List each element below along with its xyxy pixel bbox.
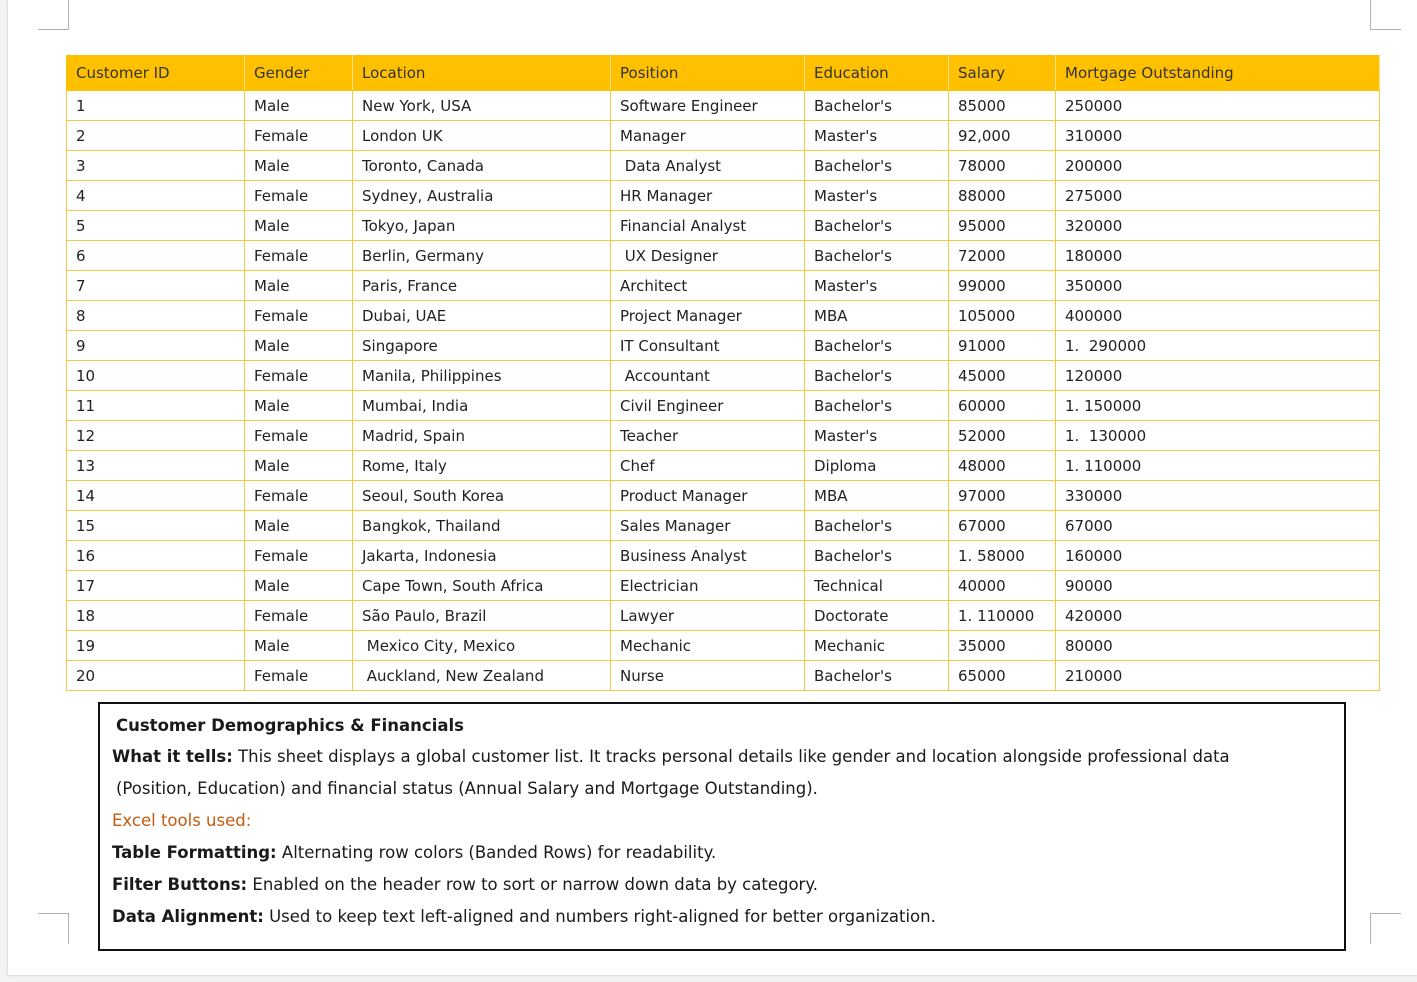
cell-mortgage-outstanding[interactable]: 1. 110000 xyxy=(1056,451,1380,481)
cell-customer-id[interactable]: 9 xyxy=(67,331,245,361)
cell-location[interactable]: Sydney, Australia xyxy=(353,181,611,211)
cell-customer-id[interactable]: 3 xyxy=(67,151,245,181)
cell-mortgage-outstanding[interactable]: 67000 xyxy=(1056,511,1380,541)
cell-gender[interactable]: Female xyxy=(245,481,353,511)
cell-gender[interactable]: Male xyxy=(245,271,353,301)
cell-customer-id[interactable]: 18 xyxy=(67,601,245,631)
cell-position[interactable]: Business Analyst xyxy=(611,541,805,571)
cell-education[interactable]: Doctorate xyxy=(805,601,949,631)
tool-item-data-alignment xyxy=(112,901,1330,933)
cell-salary[interactable]: 65000 xyxy=(949,661,1056,691)
summary-box xyxy=(98,702,1346,951)
cell-customer-id[interactable]: 4 xyxy=(67,181,245,211)
cell-mortgage-outstanding[interactable]: 330000 xyxy=(1056,481,1380,511)
cell-position[interactable]: IT Consultant xyxy=(611,331,805,361)
cell-salary[interactable]: 97000 xyxy=(949,481,1056,511)
cell-salary[interactable]: 72000 xyxy=(949,241,1056,271)
table-row xyxy=(67,391,1380,421)
tool-label: Filter Buttons: xyxy=(112,875,248,894)
cell-education[interactable]: Bachelor's xyxy=(805,241,949,271)
cell-location[interactable]: Mexico City, Mexico xyxy=(353,631,611,661)
cell-gender[interactable]: Male xyxy=(245,391,353,421)
table-row xyxy=(67,181,1380,211)
cell-salary[interactable]: 1. 110000 xyxy=(949,601,1056,631)
customer-table xyxy=(66,55,1380,691)
cell-gender[interactable]: Male xyxy=(245,151,353,181)
cell-gender[interactable]: Female xyxy=(245,661,353,691)
table-row xyxy=(67,91,1380,121)
cell-location[interactable]: Toronto, Canada xyxy=(353,151,611,181)
cell-customer-id[interactable]: 6 xyxy=(67,241,245,271)
cell-position[interactable]: Lawyer xyxy=(611,601,805,631)
cell-location[interactable]: Mumbai, India xyxy=(353,391,611,421)
cell-salary[interactable]: 92,000 xyxy=(949,121,1056,151)
cell-position[interactable]: Software Engineer xyxy=(611,91,805,121)
cell-salary[interactable]: 45000 xyxy=(949,361,1056,391)
cell-gender[interactable]: Female xyxy=(245,601,353,631)
cell-gender[interactable]: Male xyxy=(245,91,353,121)
cell-education[interactable]: Bachelor's xyxy=(805,661,949,691)
cell-location[interactable]: Paris, France xyxy=(353,271,611,301)
cell-education[interactable]: Master's xyxy=(805,271,949,301)
cell-education[interactable]: Mechanic xyxy=(805,631,949,661)
cell-location[interactable]: Rome, Italy xyxy=(353,451,611,481)
cell-position[interactable]: Nurse xyxy=(611,661,805,691)
cell-customer-id[interactable]: 1 xyxy=(67,91,245,121)
cell-customer-id[interactable]: 15 xyxy=(67,511,245,541)
table-row xyxy=(67,121,1380,151)
cell-education[interactable]: Master's xyxy=(805,181,949,211)
cell-salary[interactable]: 60000 xyxy=(949,391,1056,421)
cell-gender[interactable]: Male xyxy=(245,211,353,241)
cell-customer-id[interactable]: 5 xyxy=(67,211,245,241)
tool-label: Table Formatting: xyxy=(112,843,277,862)
cell-position[interactable]: Project Manager xyxy=(611,301,805,331)
cell-education[interactable]: Master's xyxy=(805,421,949,451)
cell-gender[interactable]: Female xyxy=(245,541,353,571)
cell-position[interactable]: Chef xyxy=(611,451,805,481)
cell-location[interactable]: Tokyo, Japan xyxy=(353,211,611,241)
cell-mortgage-outstanding[interactable]: 80000 xyxy=(1056,631,1380,661)
table-row xyxy=(67,421,1380,451)
cell-gender[interactable]: Male xyxy=(245,631,353,661)
cell-location[interactable]: New York, USA xyxy=(353,91,611,121)
cell-location[interactable]: Madrid, Spain xyxy=(353,421,611,451)
table-row xyxy=(67,151,1380,181)
cell-education[interactable]: Bachelor's xyxy=(805,331,949,361)
page-corner-mark-bottom-left xyxy=(38,913,69,944)
tool-item-table-formatting xyxy=(112,837,1330,869)
cell-education[interactable]: Bachelor's xyxy=(805,151,949,181)
cell-education[interactable]: Bachelor's xyxy=(805,91,949,121)
cell-salary[interactable]: 88000 xyxy=(949,181,1056,211)
cell-location[interactable]: São Paulo, Brazil xyxy=(353,601,611,631)
table-row xyxy=(67,331,1380,361)
cell-education[interactable]: Technical xyxy=(805,571,949,601)
cell-customer-id[interactable]: 12 xyxy=(67,421,245,451)
cell-position[interactable]: Sales Manager xyxy=(611,511,805,541)
cell-gender[interactable]: Female xyxy=(245,181,353,211)
cell-salary[interactable]: 99000 xyxy=(949,271,1056,301)
page-corner-mark-top-right xyxy=(1370,0,1401,30)
cell-position[interactable]: Financial Analyst xyxy=(611,211,805,241)
cell-location[interactable]: Bangkok, Thailand xyxy=(353,511,611,541)
cell-mortgage-outstanding[interactable]: 400000 xyxy=(1056,301,1380,331)
cell-salary[interactable]: 1. 58000 xyxy=(949,541,1056,571)
cell-location[interactable]: Singapore xyxy=(353,331,611,361)
cell-mortgage-outstanding[interactable]: 180000 xyxy=(1056,241,1380,271)
table-row xyxy=(67,601,1380,631)
table-row xyxy=(67,451,1380,481)
tool-text: Alternating row colors (Banded Rows) for readability. xyxy=(276,843,717,862)
table-row xyxy=(67,631,1380,661)
cell-education[interactable]: Bachelor's xyxy=(805,541,949,571)
cell-education[interactable]: Bachelor's xyxy=(805,391,949,421)
table-row xyxy=(67,271,1380,301)
cell-mortgage-outstanding[interactable]: 310000 xyxy=(1056,121,1380,151)
cell-location[interactable]: Manila, Philippines xyxy=(353,361,611,391)
tool-label: Data Alignment: xyxy=(112,907,264,926)
cell-gender[interactable]: Male xyxy=(245,331,353,361)
document-page xyxy=(8,0,1417,975)
cell-customer-id[interactable]: 2 xyxy=(67,121,245,151)
cell-position[interactable]: Civil Engineer xyxy=(611,391,805,421)
summary-title: Customer Demographics & Financials xyxy=(116,716,464,735)
page-corner-mark-bottom-right xyxy=(1370,913,1401,944)
cell-position[interactable]: Mechanic xyxy=(611,631,805,661)
cell-customer-id[interactable]: 13 xyxy=(67,451,245,481)
cell-location[interactable]: Cape Town, South Africa xyxy=(353,571,611,601)
table-row xyxy=(67,211,1380,241)
cell-gender[interactable]: Female xyxy=(245,241,353,271)
cell-location[interactable]: Auckland, New Zealand xyxy=(353,661,611,691)
cell-education[interactable]: Bachelor's xyxy=(805,211,949,241)
table-row xyxy=(67,571,1380,601)
cell-education[interactable]: Bachelor's xyxy=(805,511,949,541)
cell-salary[interactable]: 35000 xyxy=(949,631,1056,661)
cell-salary[interactable]: 105000 xyxy=(949,301,1056,331)
cell-location[interactable]: Jakarta, Indonesia xyxy=(353,541,611,571)
cell-position[interactable]: Data Analyst xyxy=(611,151,805,181)
cell-education[interactable]: MBA xyxy=(805,481,949,511)
cell-location[interactable]: Seoul, South Korea xyxy=(353,481,611,511)
table-row xyxy=(67,301,1380,331)
header-mortgage-outstanding[interactable]: Mortgage Outstanding xyxy=(1056,56,1380,91)
cell-customer-id[interactable]: 19 xyxy=(67,631,245,661)
cell-customer-id[interactable]: 14 xyxy=(67,481,245,511)
cell-salary[interactable]: 40000 xyxy=(949,571,1056,601)
table-row xyxy=(67,481,1380,511)
cell-position[interactable]: Teacher xyxy=(611,421,805,451)
cell-mortgage-outstanding[interactable]: 1. 130000 xyxy=(1056,421,1380,451)
table-row xyxy=(67,511,1380,541)
cell-gender[interactable]: Female xyxy=(245,121,353,151)
summary-what-line-2: (Position, Education) and financial status (Annual Salary and Mortgage Outstanding). xyxy=(116,779,818,798)
header-position[interactable]: Position xyxy=(611,56,805,91)
table-row xyxy=(67,241,1380,271)
cell-position[interactable]: HR Manager xyxy=(611,181,805,211)
tool-item-filter-buttons xyxy=(112,869,1330,901)
table-row xyxy=(67,361,1380,391)
cell-customer-id[interactable]: 7 xyxy=(67,271,245,301)
cell-mortgage-outstanding[interactable]: 1. 290000 xyxy=(1056,331,1380,361)
header-education[interactable]: Education xyxy=(805,56,949,91)
cell-location[interactable]: Dubai, UAE xyxy=(353,301,611,331)
cell-position[interactable]: Accountant xyxy=(611,361,805,391)
cell-customer-id[interactable]: 17 xyxy=(67,571,245,601)
table-header-row xyxy=(67,56,1380,91)
header-customer-id[interactable]: Customer ID xyxy=(67,56,245,91)
cell-education[interactable]: Diploma xyxy=(805,451,949,481)
summary-what-line xyxy=(112,741,1330,773)
cell-mortgage-outstanding[interactable]: 90000 xyxy=(1056,571,1380,601)
cell-position[interactable]: Architect xyxy=(611,271,805,301)
tools-heading: Excel tools used: xyxy=(112,811,252,830)
cell-customer-id[interactable]: 20 xyxy=(67,661,245,691)
cell-position[interactable]: UX Designer xyxy=(611,241,805,271)
cell-education[interactable]: Master's xyxy=(805,121,949,151)
cell-mortgage-outstanding[interactable]: 420000 xyxy=(1056,601,1380,631)
cell-mortgage-outstanding[interactable]: 350000 xyxy=(1056,271,1380,301)
cell-gender[interactable]: Female xyxy=(245,361,353,391)
table-body xyxy=(67,91,1380,691)
cell-salary[interactable]: 67000 xyxy=(949,511,1056,541)
cell-salary[interactable]: 48000 xyxy=(949,451,1056,481)
tool-text: Enabled on the header row to sort or narrow down data by category. xyxy=(247,875,818,894)
cell-gender[interactable]: Female xyxy=(245,301,353,331)
header-salary[interactable]: Salary xyxy=(949,56,1056,91)
cell-salary[interactable]: 91000 xyxy=(949,331,1056,361)
cell-mortgage-outstanding[interactable]: 275000 xyxy=(1056,181,1380,211)
table-row xyxy=(67,661,1380,691)
cell-salary[interactable]: 52000 xyxy=(949,421,1056,451)
cell-gender[interactable]: Male xyxy=(245,511,353,541)
cell-gender[interactable]: Female xyxy=(245,421,353,451)
cell-education[interactable]: MBA xyxy=(805,301,949,331)
cell-location[interactable]: Berlin, Germany xyxy=(353,241,611,271)
cell-customer-id[interactable]: 11 xyxy=(67,391,245,421)
cell-salary[interactable]: 78000 xyxy=(949,151,1056,181)
cell-mortgage-outstanding[interactable]: 320000 xyxy=(1056,211,1380,241)
tool-text: Used to keep text left-aligned and numbers right-aligned for better organization. xyxy=(263,907,936,926)
cell-mortgage-outstanding[interactable]: 1. 150000 xyxy=(1056,391,1380,421)
cell-salary[interactable]: 95000 xyxy=(949,211,1056,241)
cell-gender[interactable]: Male xyxy=(245,451,353,481)
cell-position[interactable]: Product Manager xyxy=(611,481,805,511)
cell-mortgage-outstanding[interactable]: 120000 xyxy=(1056,361,1380,391)
cell-position[interactable]: Electrician xyxy=(611,571,805,601)
header-location[interactable]: Location xyxy=(353,56,611,91)
what-label: What it tells: xyxy=(112,747,233,766)
cell-mortgage-outstanding[interactable]: 200000 xyxy=(1056,151,1380,181)
what-text-1: This sheet displays a global customer list. It tracks personal details like gender and location alongside professional data xyxy=(232,747,1230,766)
cell-salary[interactable]: 85000 xyxy=(949,91,1056,121)
cell-customer-id[interactable]: 10 xyxy=(67,361,245,391)
cell-gender[interactable]: Male xyxy=(245,571,353,601)
header-gender[interactable]: Gender xyxy=(245,56,353,91)
table-row xyxy=(67,541,1380,571)
cell-mortgage-outstanding[interactable]: 250000 xyxy=(1056,91,1380,121)
cell-customer-id[interactable]: 8 xyxy=(67,301,245,331)
cell-position[interactable]: Manager xyxy=(611,121,805,151)
cell-education[interactable]: Bachelor's xyxy=(805,361,949,391)
cell-mortgage-outstanding[interactable]: 160000 xyxy=(1056,541,1380,571)
cell-customer-id[interactable]: 16 xyxy=(67,541,245,571)
cell-mortgage-outstanding[interactable]: 210000 xyxy=(1056,661,1380,691)
cell-location[interactable]: London UK xyxy=(353,121,611,151)
page-corner-mark-top-left xyxy=(38,0,69,30)
